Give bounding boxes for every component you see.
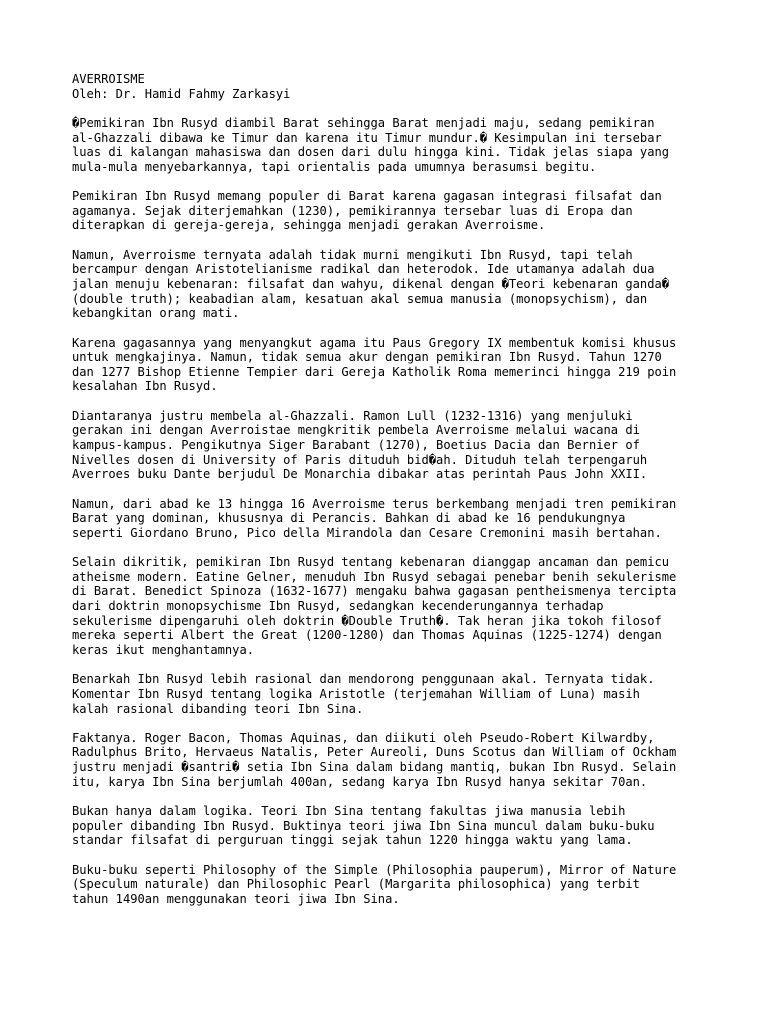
document-body	[72, 101, 712, 906]
paragraph-gap	[72, 716, 712, 731]
paragraph-1	[72, 116, 712, 175]
paragraph-gap	[72, 174, 712, 189]
paragraph-6	[72, 497, 712, 541]
paragraph-line: diterapkan di gereja-gereja, sehingga menjadi gerakan Averroisme.	[72, 218, 546, 233]
paragraph-5	[72, 409, 712, 482]
paragraph-2	[72, 189, 712, 233]
paragraph-line: itu, karya Ibn Sina berjumlah 400an, sedang karya Ibn Rusyd hanya sekitar 70an.	[72, 774, 648, 789]
paragraph-gap	[72, 658, 712, 673]
paragraph-line: luas di kalangan mahasiswa dan dosen dari dulu hingga kini. Tidak jelas siapa yang	[72, 145, 670, 160]
paragraph-line: Namun, Averroisme ternyata adalah tidak murni mengikuti Ibn Rusyd, tapi telah	[72, 247, 633, 262]
paragraph-line: Radulphus Brito, Hervaeus Natalis, Peter Aureoli, Duns Scotus dan William of Ockham	[72, 745, 677, 760]
paragraph-line: jalan menuju kebenaran: filsafat dan wahyu, dikenal dengan �Teori kebenaran ganda�	[72, 276, 670, 291]
paragraph-gap	[72, 848, 712, 863]
paragraph-line: Barat yang dominan, khususnya di Perancis. Bahkan di abad ke 16 pendukungnya	[72, 511, 626, 526]
paragraph-line: Pemikiran Ibn Rusyd memang populer di Barat karena gagasan integrasi filsafat dan	[72, 189, 662, 204]
paragraph-line: untuk mengkajinya. Namun, tidak semua akur dengan pemikiran Ibn Rusyd. Tahun 1270	[72, 350, 662, 365]
paragraph-gap	[72, 233, 712, 248]
paragraph-line: mula-mula menyebarkannya, tapi orientalis pada umumnya berasumsi begitu.	[72, 159, 597, 174]
paragraph-line: justru menjadi �santri� setia Ibn Sina dalam bidang mantiq, bukan Ibn Rusyd. Selain	[72, 760, 677, 775]
paragraph-line: Selain dikritik, pemikiran Ibn Rusyd tentang kebenaran dianggap ancaman dan pemicu	[72, 555, 670, 570]
paragraph-line: di Barat. Benedict Spinoza (1632-1677) mengaku bahwa gagasan pentheismenya tercipta	[72, 584, 677, 599]
paragraph-line: kebangkitan orang mati.	[72, 306, 240, 321]
paragraph-line: Bukan hanya dalam logika. Teori Ibn Sina tentang fakultas jiwa manusia lebih	[72, 804, 626, 819]
document-author: Oleh: Dr. Hamid Fahmy Zarkasyi	[72, 86, 291, 101]
paragraph-10	[72, 804, 712, 848]
paragraph-line: al-Ghazzali dibawa ke Timur dan karena itu Timur mundur.� Kesimpulan ini tersebar	[72, 130, 662, 145]
paragraph-line: (double truth); keabadian alam, kesatuan akal semua manusia (monopsychism), dan	[72, 291, 648, 306]
paragraph-line: �Pemikiran Ibn Rusyd diambil Barat sehingga Barat menjadi maju, sedang pemikiran	[72, 115, 655, 130]
paragraph-line: bercampur dengan Aristotelianisme radikal dan heterodok. Ide utamanya adalah dua	[72, 262, 655, 277]
paragraph-8	[72, 672, 712, 716]
paragraph-line: kampus-kampus. Pengikutnya Siger Barabant (1270), Boetius Dacia dan Bernier of	[72, 438, 640, 453]
paragraph-line: mereka seperti Albert the Great (1200-1280) dan Thomas Aquinas (1225-1274) dengan	[72, 628, 662, 643]
paragraph-3	[72, 248, 712, 321]
paragraph-gap	[72, 789, 712, 804]
paragraph-line: seperti Giordano Bruno, Pico della Mirandola dan Cesare Cremonini masih bertahan.	[72, 525, 662, 540]
paragraph-line: agamanya. Sejak diterjemahkan (1230), pemikirannya tersebar luas di Eropa dan	[72, 203, 633, 218]
document-title: AVERROISME	[72, 72, 145, 86]
paragraph-line: atheisme modern. Eatine Gelner, menuduh Ibn Rusyd sebagai penebar benih sekulerisme	[72, 569, 677, 584]
paragraph-line: populer dibanding Ibn Rusyd. Buktinya teori jiwa Ibn Sina muncul dalam buku-buku	[72, 818, 655, 833]
paragraph-line: kalah rasional dibanding teori Ibn Sina.	[72, 701, 364, 716]
paragraph-line: dan 1277 Bishop Etienne Tempier dari Gereja Katholik Roma memerinci hingga 219 poin	[72, 364, 677, 379]
paragraph-line: Averroes buku Dante berjudul De Monarchia dibakar atas perintah Paus John XXII.	[72, 467, 648, 482]
paragraph-line: Diantaranya justru membela al-Ghazzali. Ramon Lull (1232-1316) yang menjuluki	[72, 408, 633, 423]
paragraph-line: keras ikut menghantamnya.	[72, 642, 255, 657]
paragraph-line: Namun, dari abad ke 13 hingga 16 Averroisme terus berkembang menjadi tren pemikiran	[72, 496, 677, 511]
paragraph-line: Karena gagasannya yang menyangkut agama itu Paus Gregory IX membentuk komisi khusus	[72, 335, 677, 350]
paragraph-line: Benarkah Ibn Rusyd lebih rasional dan mendorong penggunaan akal. Ternyata tidak.	[72, 672, 655, 687]
paragraph-line: dari doktrin monopsychisme Ibn Rusyd, sedangkan kecenderungannya terhadap	[72, 599, 604, 614]
paragraph-line: tahun 1490an menggunakan teori jiwa Ibn Sina.	[72, 891, 400, 906]
paragraph-gap	[72, 101, 712, 116]
paragraph-gap	[72, 541, 712, 556]
paragraph-11	[72, 863, 712, 907]
paragraph-4	[72, 336, 712, 395]
paragraph-line: Buku-buku seperti Philosophy of the Simple (Philosophia pauperum), Mirror of Nature	[72, 862, 677, 877]
paragraph-9	[72, 731, 712, 790]
paragraph-line: standar filsafat di perguruan tinggi sejak tahun 1220 hingga waktu yang lama.	[72, 833, 633, 848]
paragraph-gap	[72, 482, 712, 497]
paragraph-line: Komentar Ibn Rusyd tentang logika Aristotle (terjemahan William of Luna) masih	[72, 686, 640, 701]
paragraph-line: Faktanya. Roger Bacon, Thomas Aquinas, dan diikuti oleh Pseudo-Robert Kilwardby,	[72, 730, 655, 745]
paragraph-gap	[72, 321, 712, 336]
paragraph-line: Nivelles dosen di University of Paris dituduh bid�ah. Dituduh telah terpengaruh	[72, 452, 648, 467]
paragraph-line: kesalahan Ibn Rusyd.	[72, 379, 218, 394]
paragraph-line: gerakan ini dengan Averroistae mengkritik pembela Averroisme melalui wacana di	[72, 423, 640, 438]
document-page	[72, 72, 712, 907]
paragraph-line: (Speculum naturale) dan Philosophic Pearl (Margarita philosophica) yang terbit	[72, 877, 640, 892]
paragraph-gap	[72, 394, 712, 409]
paragraph-7	[72, 555, 712, 657]
paragraph-line: sekulerisme dipengaruhi oleh doktrin �Double Truth�. Tak heran jika tokoh filosof	[72, 613, 662, 628]
